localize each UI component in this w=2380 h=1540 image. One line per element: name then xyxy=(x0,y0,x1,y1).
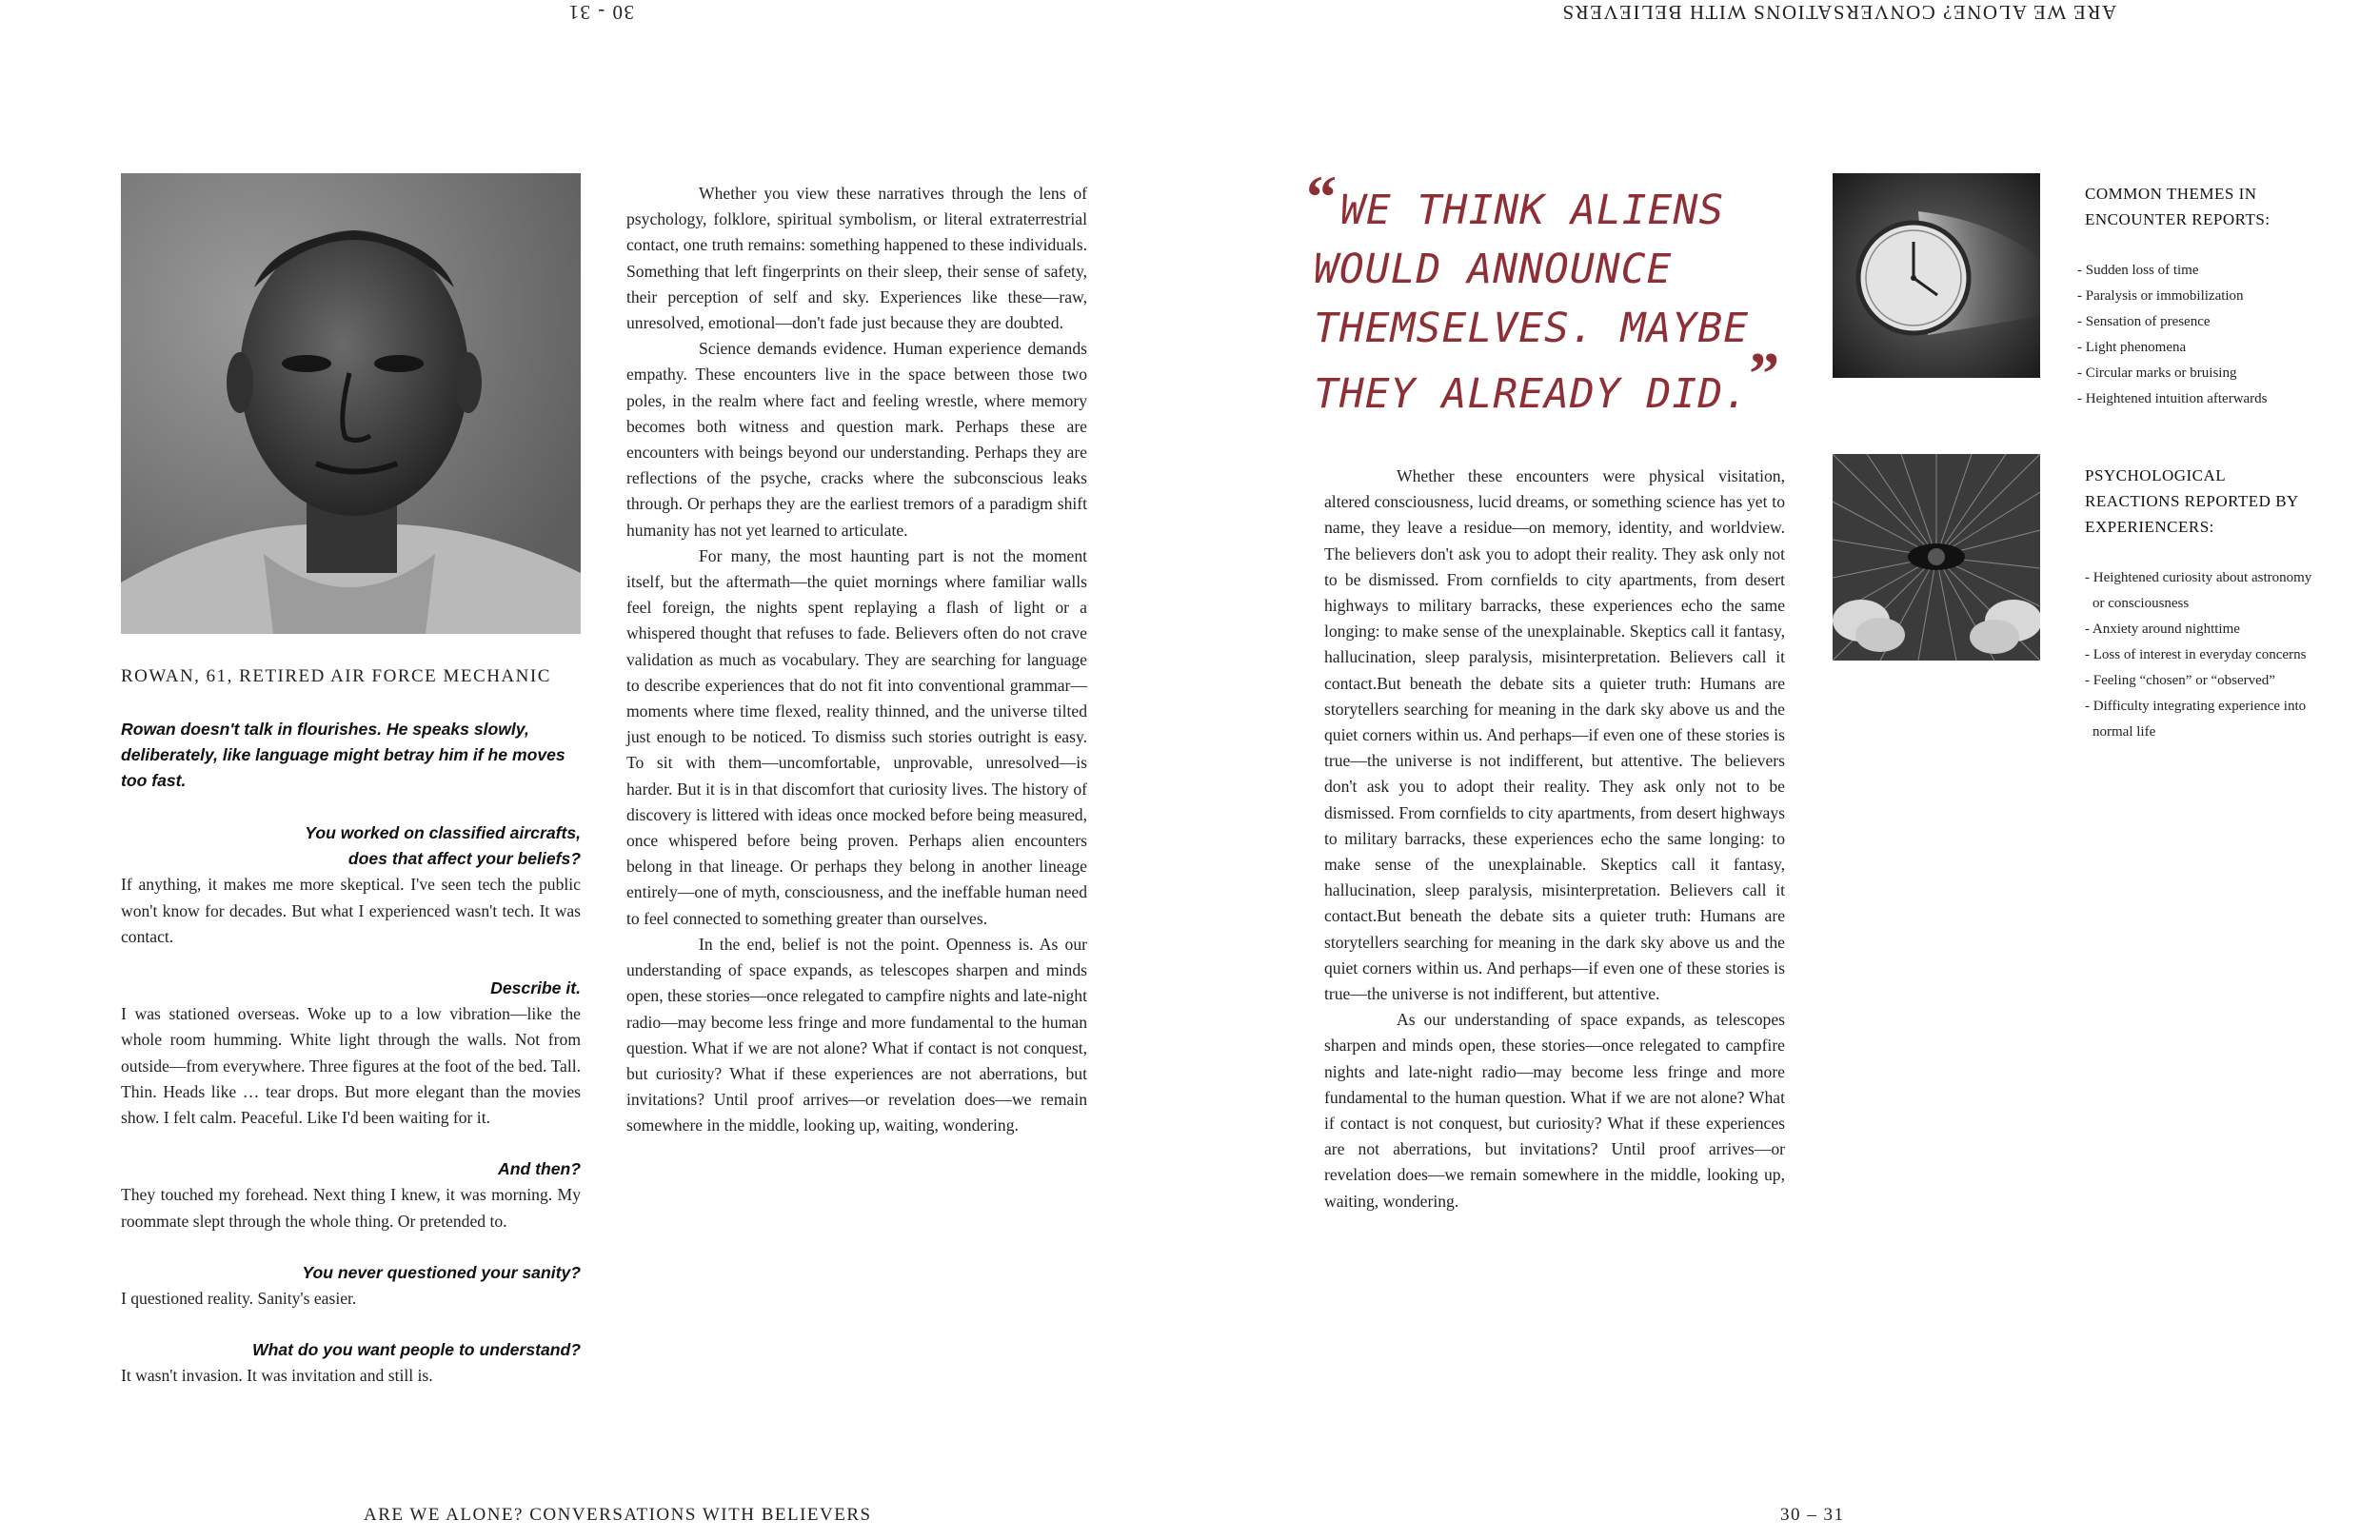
list-item: - Light phenomena xyxy=(2077,340,2187,355)
psychological-reactions-sidebar xyxy=(2085,463,2313,745)
sidebar-title: PSYCHOLOGICAL REACTIONS REPORTED BY EXPERIENCERS: xyxy=(2085,466,2299,536)
reactions-list xyxy=(2085,565,2313,745)
qa-block xyxy=(121,1337,581,1389)
melting-clock-image xyxy=(1833,173,2040,378)
left-essay-column xyxy=(626,181,1087,1139)
footer-left: ARE WE ALONE? CONVERSATIONS WITH BELIEVERS xyxy=(364,1505,872,1525)
right-essay-column xyxy=(1324,464,1785,1214)
pull-quote xyxy=(1306,163,1809,424)
essay-paragraph: Whether these encounters were physical visitation, altered consciousness, lucid dreams, or something science has yet to name, they leave a residue—on memory, identity, and worldview. The believers don't ask you to adopt their reality. They ask only not to be dismissed. From cornfields to city apartments, from desert highways to military barracks, these experiences echo the same longing: to make sense of the unexplainable. Skeptics call it fantasy, hallucination, sleep paralysis, misinterpretation. Believers call it contact.But beneath the debate sits a quieter truth: Humans are storytellers searching for meaning in the dark sky above us and the quiet corners within us. And perhaps—if even one of these stories is true—the universe is not indifferent, but attentive. The believers don't ask you to adopt their reality. They ask only not to be dismissed. From cornfields to city apartments, from desert highways to military barracks, these experiences echo the same longing: to make sense of the unexplainable. Skeptics call it fantasy, hallucination, sleep paralysis, misinterpretation. Believers call it contact.But beneath the debate sits a quieter truth: Humans are storytellers searching for meaning in the dark sky above us and the quiet corners within us. And perhaps—if even one of these stories is true—the universe is not indifferent, but attentive. xyxy=(1324,466,1785,1004)
interview-question: does that affect your beliefs? xyxy=(347,849,581,869)
list-item: - Paralysis or immobilization xyxy=(2077,288,2244,304)
interview-answer: It wasn't invasion. It was invitation and still is. xyxy=(121,1366,433,1386)
list-item: - Feeling “chosen” or “observed” xyxy=(2085,673,2275,688)
essay-paragraph: For many, the most haunting part is not the moment itself, but the aftermath—the quiet mornings where familiar walls feel foreign, the nights spent replaying a flash of light or a whispered thought that refuses to fade. Believers often do not crave validation as much as vocabulary. They are searching for language to describe experiences that do not fit into conventional grammar—moments where time flexed, reality thinned, and the universe tilted just enough to be noticed. To dismiss such stories outright is easy. To sit with them—uncomfortable, unprovable, unresolved—is harder. But it is in that discomfort that curiosity lives. The history of discovery is littered with ideas once mocked before being measured, once whispered before being proven. Perhaps alien encounters belong in that lineage. Or perhaps they belong in another lineage entirely—one of myth, consciousness, and the ineffable human need to feel connected to something greater than ourselves. xyxy=(626,545,1087,928)
pull-quote-line: THEMSELVES. MAYBE xyxy=(1314,305,1750,352)
top-left-header: 30 - 31 xyxy=(567,1,634,24)
interview-answer: They touched my forehead. Next thing I knew, it was morning. My roommate slept through the whole thing. Or pretended to. xyxy=(121,1185,581,1231)
essay-paragraph: As our understanding of space expands, as telescopes sharpen and minds open, these stories—once relegated to campfire nights and late-night radio—may become less fringe and more fundamental to the human question. What if we are not alone? What if contact is not conquest, but curiosity? What if these experiences are not aberrations, but invitations? Until proof arrives—or revelation does—we remain somewhere in the middle, looking up, waiting, wondering. xyxy=(1324,1010,1785,1211)
pull-quote-line: “ WE THINK ALIENS xyxy=(1306,163,1725,234)
footer-right: 30 – 31 xyxy=(1780,1505,1845,1525)
qa-block xyxy=(121,1156,581,1234)
pull-quote-line: WOULD ANNOUNCE xyxy=(1314,246,1673,293)
top-right-header: ARE WE ALONE? CONVERSATIONS WITH BELIEVERS xyxy=(1561,1,2117,24)
interview-question: What do you want people to understand? xyxy=(251,1340,581,1360)
close-quote-mark: ” xyxy=(1749,340,1781,407)
essay-paragraph: Whether you view these narratives through the lens of psychology, folklore, spiritual symbolism, or literal extraterrestrial contact, one truth remains: something happened to these individuals. Something that left fingerprints on their sleep, their sense of safety, their perception of self and sky. Experiences like these—raw, unresolved, emotional—don't fade just because they are doubted. xyxy=(626,184,1087,333)
sidebar-title: COMMON THEMES IN ENCOUNTER REPORTS: xyxy=(2085,185,2271,228)
qa-block xyxy=(121,1260,581,1312)
portrait-caption: ROWAN, 61, RETIRED AIR FORCE MECHANIC xyxy=(121,666,551,686)
interview-answer: I questioned reality. Sanity's easier. xyxy=(121,1289,357,1309)
list-item: - Circular marks or bruising xyxy=(2077,365,2237,381)
common-themes-sidebar xyxy=(2077,181,2313,412)
essay-paragraph: Science demands evidence. Human experience demands empathy. These encounters live in the space between those two poles, in the realm where fact and feeling wrestle, where memory becomes both witness and question mark. Perhaps these are encounters with beings beyond our understanding. Perhaps they are reflections of the psyche, cracks where the subconscious leaks through. Or perhaps they are the earliest tremors of a paradigm shift humanity has not yet learned to articulate. xyxy=(626,339,1087,540)
themes-list xyxy=(2077,258,2313,412)
eye-in-rays-image xyxy=(1833,454,2040,661)
qa-block xyxy=(121,976,581,1131)
list-item: - Heightened intuition afterwards xyxy=(2077,391,2268,406)
interview-question: You never questioned your sanity? xyxy=(302,1262,581,1282)
essay-paragraph: In the end, belief is not the point. Openness is. As our understanding of space expands, as telescopes sharpen and minds open, these stories—once relegated to campfire nights and late-night radio—may become less fringe and more fundamental to the human question. What if we are not alone? What if contact is not conquest, but curiosity? What if these experiences are not aberrations, but invitations? Until proof arrives—or revelation does—we remain somewhere in the middle, looking up, waiting, wondering. xyxy=(626,934,1087,1135)
interview-answer: If anything, it makes me more skeptical. I've seen tech the public won't know for decades. But what I experienced wasn't tech. It was contact. xyxy=(121,875,581,946)
interview-answer: I was stationed overseas. Woke up to a low vibration—like the whole room humming. White light through the walls. Not from outside—from everywhere. Three figures at the foot of the bed. Tall. Thin. Heads like … tear drops. But more elegant than the movies show. I felt calm. Peaceful. Like I'd been waiting for it. xyxy=(121,1004,581,1128)
list-item: - Loss of interest in everyday concerns xyxy=(2085,647,2307,662)
interview-intro: Rowan doesn't talk in flourishes. He speaks slowly, deliberately, like language might betray him if he moves too fast. xyxy=(121,720,565,791)
interview-question: You worked on classified aircrafts, xyxy=(305,823,581,842)
list-item: - Sudden loss of time xyxy=(2077,263,2199,278)
interview-qa xyxy=(121,820,581,1415)
list-item: - Anxiety around nighttime xyxy=(2085,622,2240,637)
list-item: - Sensation of presence xyxy=(2077,314,2211,329)
interview-question: Describe it. xyxy=(490,978,581,998)
open-quote-mark: “ xyxy=(1306,163,1338,230)
list-item: - Heightened curiosity about astronomy or consciousness xyxy=(2085,570,2312,611)
portrait-photo xyxy=(121,173,581,634)
list-item: - Difficulty integrating experience into normal life xyxy=(2085,699,2307,740)
qa-block xyxy=(121,820,581,950)
pull-quote-line: THEY ALREADY DID.” xyxy=(1314,340,1781,418)
interview-question: And then? xyxy=(498,1159,581,1179)
